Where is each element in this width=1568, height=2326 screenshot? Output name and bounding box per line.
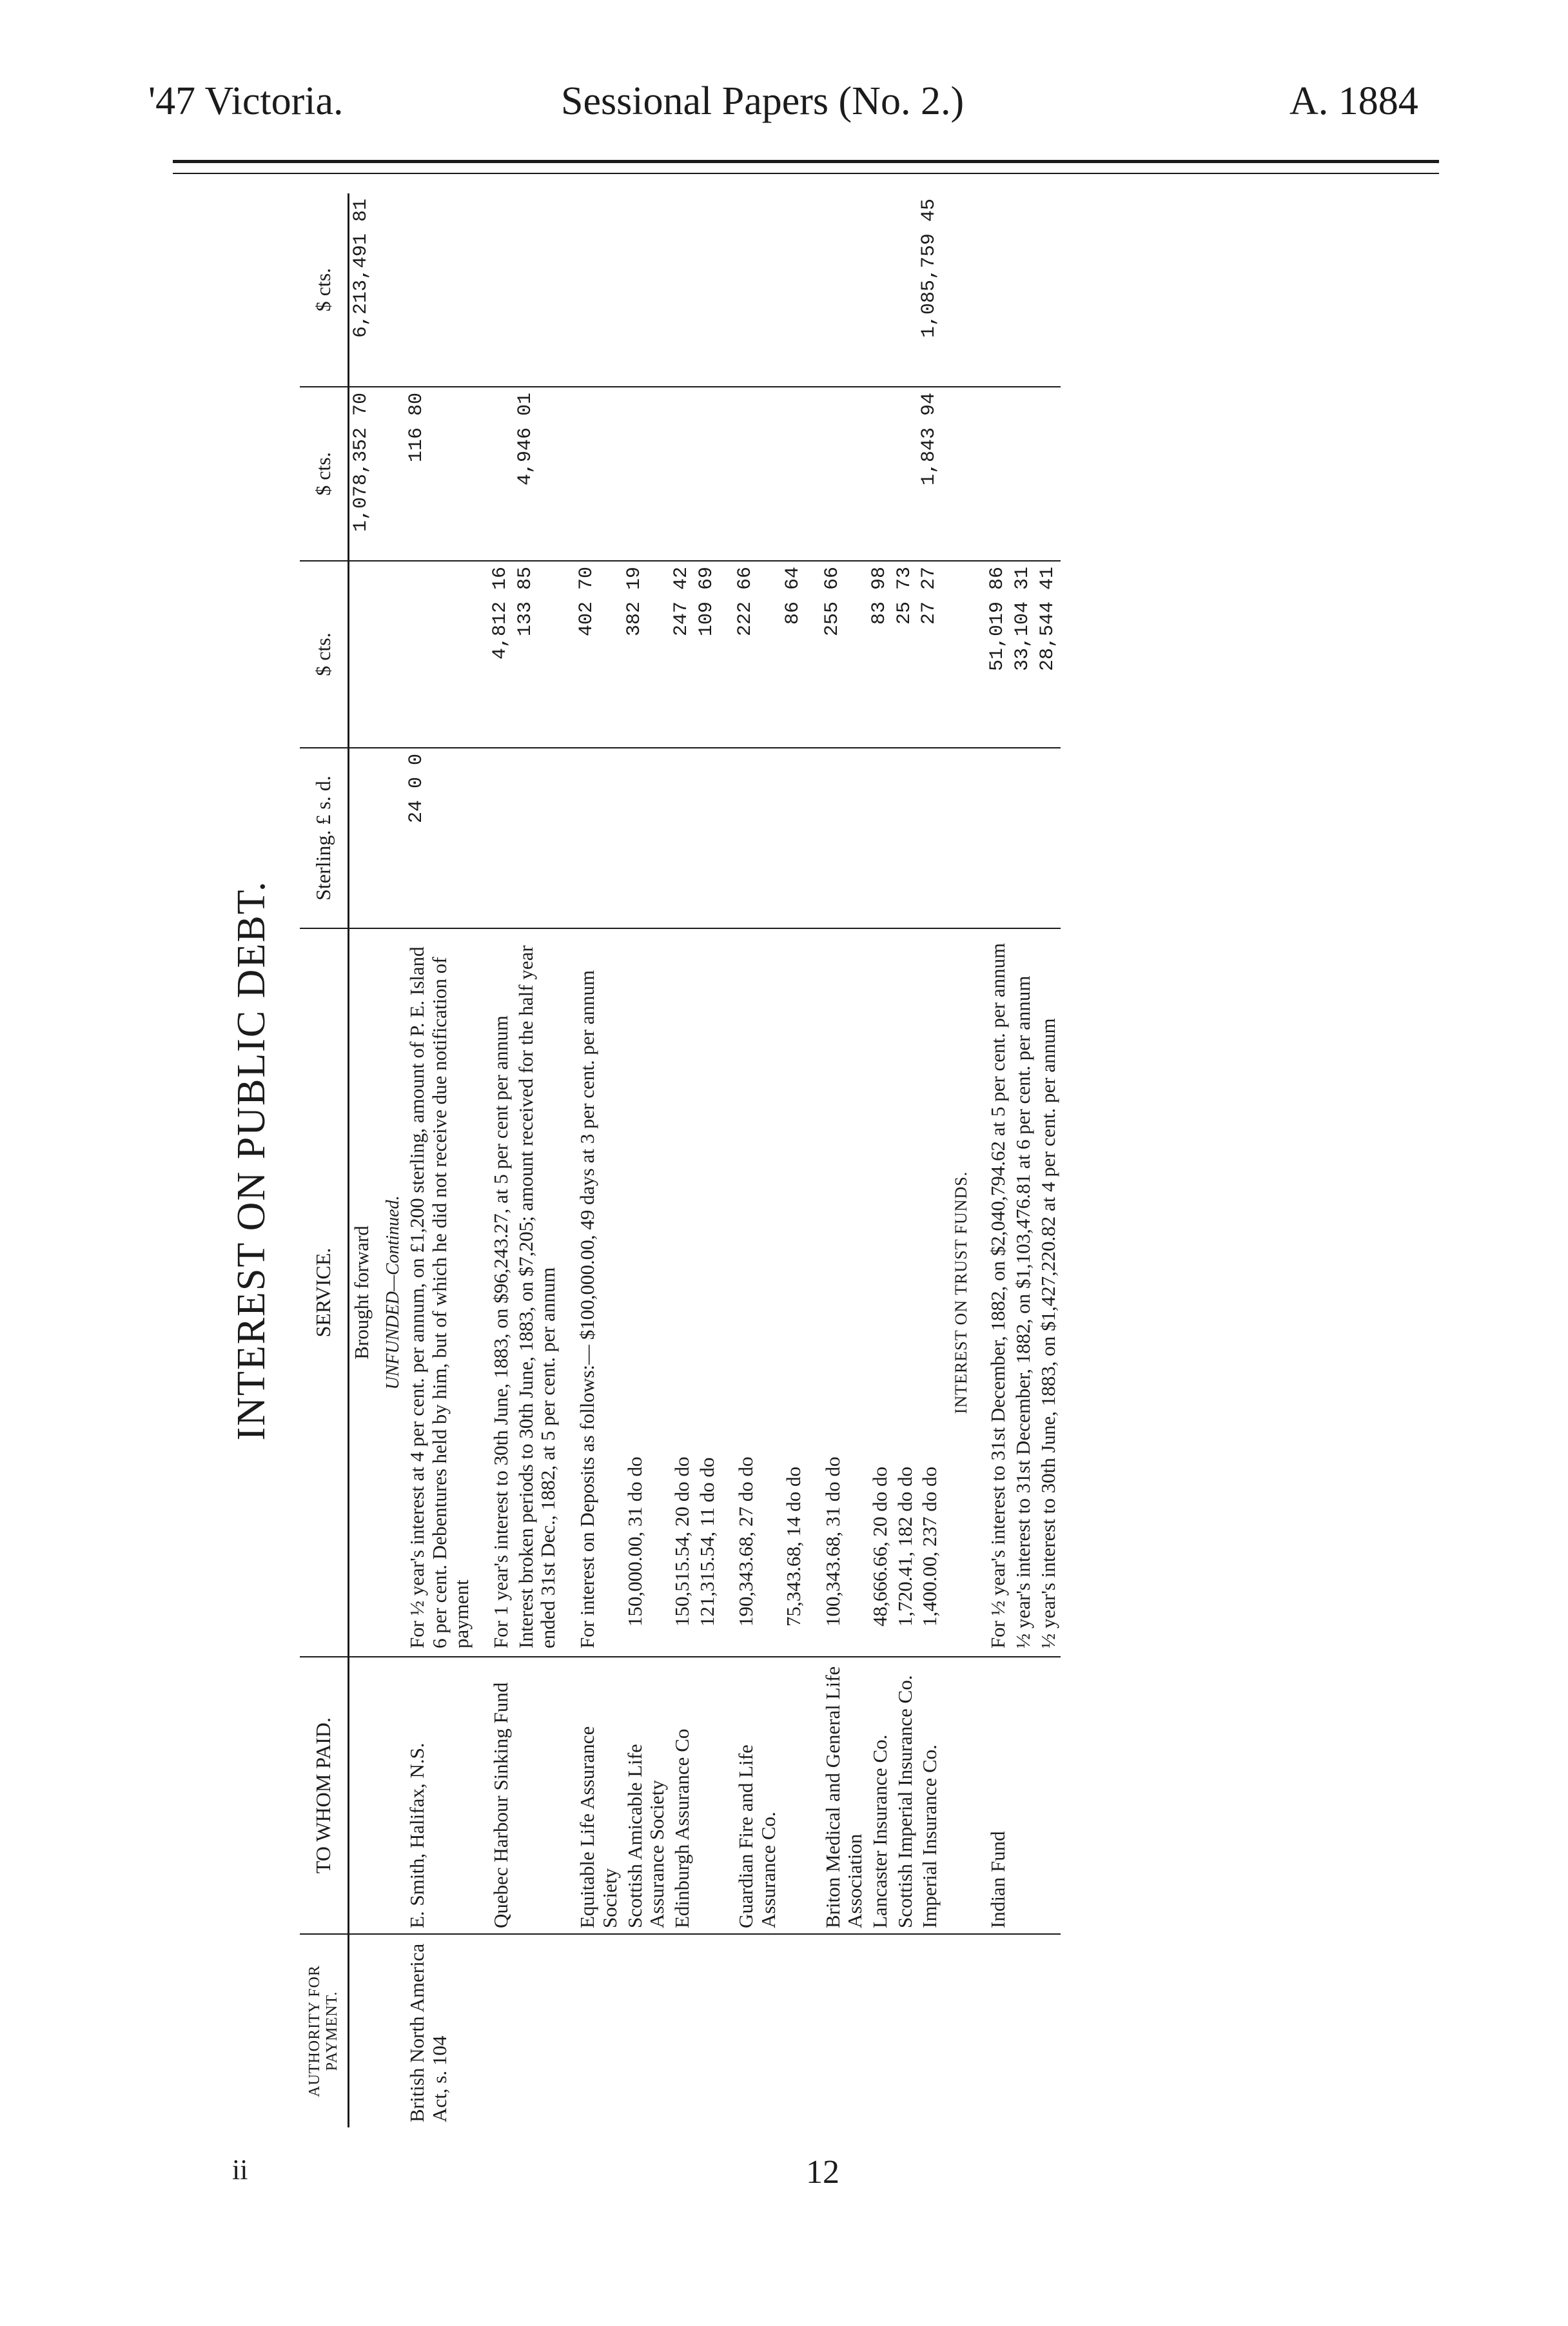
cell-authority: [917, 1934, 943, 2127]
cell-sterling: [670, 748, 695, 928]
cell-sterling: [807, 748, 868, 928]
cell-service: 75,343.68, 14 do do: [781, 928, 807, 1657]
table-row: [807, 193, 868, 2127]
cell-authority: [1011, 1934, 1036, 2127]
cell-service: Interest broken periods to 30th June, 1883, on $7,205; amount received for the half year ended 31st Dec., 1882, at 5 per cent. per annum: [514, 928, 561, 1657]
section-heading-row: [943, 193, 972, 2127]
cell-to-whom: Scottish Amicable Life Assurance Society: [623, 1657, 670, 1934]
cell-service: 100,343.68, 31 do do: [807, 928, 868, 1657]
cell-service: For ½ year's interest to 31st December, 1882, on $2,040,794.62 at 5 per cent. per annum: [972, 928, 1011, 1657]
cell-c3: [868, 193, 893, 387]
cell-sterling: [720, 748, 781, 928]
cell-c1: 109 69: [695, 561, 720, 748]
cell-service: For ½ year's interest at 4 per cent. per annum, on £1,200 sterling, amount of P. E. Island 6 per cent. Debentures held by him, but of which he did not receive due notification of payment: [405, 928, 475, 1657]
brought-forward-c2: 1,078,352 70: [348, 387, 374, 561]
cell-c1: 28,544 41: [1036, 561, 1061, 748]
cell-to-whom: [514, 1657, 561, 1934]
cell-to-whom: Equitable Life Assurance Society: [561, 1657, 622, 1934]
table-row: [720, 193, 781, 2127]
cell-c2: 4,946 01: [514, 387, 561, 561]
cell-service: ½ year's interest to 30th June, 1883, on $1,427,220.82 at 4 per cent. per annum: [1036, 928, 1061, 1657]
cell-sterling: [781, 748, 807, 928]
brought-forward-c3: 6,213,491 81: [348, 193, 374, 387]
table-row: [475, 193, 514, 2127]
cell-c2: 1,843 94: [917, 387, 943, 561]
cell-to-whom: Imperial Insurance Co.: [917, 1657, 943, 1934]
cell-authority: [781, 1934, 807, 2127]
brought-forward-row: [348, 193, 374, 2127]
cell-c3: [623, 193, 670, 387]
cell-authority: [972, 1934, 1011, 2127]
cell-c1: 222 66: [720, 561, 781, 748]
table-row: [868, 193, 893, 2127]
cell-sterling: [623, 748, 670, 928]
table-row: [893, 193, 918, 2127]
section-unfunded: UNFUNDED—Continued.: [374, 928, 404, 1657]
table-row: [514, 193, 561, 2127]
table-row: [781, 193, 807, 2127]
cell-c2: [670, 387, 695, 561]
cell-to-whom: E. Smith, Halifax, N.S.: [405, 1657, 475, 1934]
cell-c3: [972, 193, 1011, 387]
cell-to-whom: Lancaster Insurance Co.: [868, 1657, 893, 1934]
table-header-row: [300, 193, 348, 2127]
cell-to-whom: [1036, 1657, 1061, 1934]
cell-c2: [695, 387, 720, 561]
cell-c1: 402 70: [561, 561, 622, 748]
cell-to-whom: Edinburgh Assurance Co: [670, 1657, 695, 1934]
cell-sterling: [1011, 748, 1036, 928]
cell-c1: [405, 561, 475, 748]
cell-c3: [561, 193, 622, 387]
cell-authority: [514, 1934, 561, 2127]
cell-c2: [1011, 387, 1036, 561]
cell-to-whom: Guardian Fire and Life Assurance Co.: [720, 1657, 781, 1934]
cell-c2: [868, 387, 893, 561]
cell-c1: 133 85: [514, 561, 561, 748]
table-title: INTEREST ON PUBLIC DEBT.: [230, 880, 273, 1441]
year-label: A. 1884: [1289, 79, 1418, 123]
cell-c2: [623, 387, 670, 561]
cell-sterling: [917, 748, 943, 928]
cell-to-whom: Briton Medical and General Life Association: [807, 1657, 868, 1934]
cell-to-whom: Indian Fund: [972, 1657, 1011, 1934]
publication-title: Sessional Papers (No. 2.): [561, 79, 965, 123]
interest-table: [300, 193, 1061, 2127]
cell-c3: [893, 193, 918, 387]
cell-sterling: [1036, 748, 1061, 928]
section-heading-row: [374, 193, 404, 2127]
cell-to-whom: Quebec Harbour Sinking Fund: [475, 1657, 514, 1934]
cell-service: 190,343.68, 27 do do: [720, 928, 781, 1657]
cell-c3: 1,085,759 45: [917, 193, 943, 387]
page-number: 12: [806, 2154, 839, 2191]
cell-c2: [720, 387, 781, 561]
cell-service: 48,666.66, 20 do do: [868, 928, 893, 1657]
col-amount-1: $ cts.: [300, 561, 348, 748]
cell-sterling: [868, 748, 893, 928]
margin-mark: ii: [232, 2154, 248, 2185]
cell-c3: [670, 193, 695, 387]
cell-c3: [475, 193, 514, 387]
cell-c1: 27 27: [917, 561, 943, 748]
cell-c1: 255 66: [807, 561, 868, 748]
col-authority: AUTHORITY FOR PAYMENT.: [300, 1934, 348, 2127]
cell-c2: [972, 387, 1011, 561]
cell-c3: [807, 193, 868, 387]
cell-service: 1,400.00, 237 do do: [917, 928, 943, 1657]
table-row: [623, 193, 670, 2127]
cell-c3: [720, 193, 781, 387]
cell-c2: [807, 387, 868, 561]
cell-sterling: [514, 748, 561, 928]
cell-c3: [781, 193, 807, 387]
cell-c1: 4,812 16: [475, 561, 514, 748]
brought-forward-label: Brought forward: [348, 928, 374, 1657]
cell-c3: [1011, 193, 1036, 387]
cell-service: 121,315.54, 11 do do: [695, 928, 720, 1657]
cell-service: 150,000.00, 31 do do: [623, 928, 670, 1657]
rotated-table-panel: [229, 193, 1505, 2127]
cell-c1: 247 42: [670, 561, 695, 748]
cell-authority: [695, 1934, 720, 2127]
cell-c1: 382 19: [623, 561, 670, 748]
table-row: [972, 193, 1011, 2127]
cell-c1: 51,019 86: [972, 561, 1011, 748]
cell-c2: [475, 387, 514, 561]
cell-authority: [868, 1934, 893, 2127]
table-row: [405, 193, 475, 2127]
col-to-whom: TO WHOM PAID.: [300, 1657, 348, 1934]
cell-authority: British North America Act, s. 104: [405, 1943, 451, 2122]
session-label: '47 Victoria.: [148, 79, 344, 123]
cell-c1: 33,104 31: [1011, 561, 1036, 748]
col-amount-2: $ cts.: [300, 387, 348, 561]
cell-to-whom: Scottish Imperial Insurance Co.: [893, 1657, 918, 1934]
cell-c3: [695, 193, 720, 387]
cell-authority: [720, 1934, 781, 2127]
table-row: [1036, 193, 1061, 2127]
table-row: [670, 193, 695, 2127]
cell-to-whom: [1011, 1657, 1036, 1934]
cell-service: ½ year's interest to 31st December, 1882, on $1,103,476.81 at 6 per cent. per annum: [1011, 928, 1036, 1657]
cell-c2: 116 80: [405, 387, 475, 561]
cell-authority: [623, 1934, 670, 2127]
cell-sterling: [972, 748, 1011, 928]
cell-service: For 1 year's interest to 30th June, 1883, on $96,243.27, at 5 per cent per annum: [475, 928, 514, 1657]
cell-sterling: [893, 748, 918, 928]
cell-c3: [405, 193, 475, 387]
table-row: [1011, 193, 1036, 2127]
cell-c2: [893, 387, 918, 561]
cell-authority: [1036, 1934, 1061, 2127]
cell-c2: [561, 387, 622, 561]
cell-c1: 25 73: [893, 561, 918, 748]
col-sterling: Sterling. £ s. d.: [300, 748, 348, 928]
cell-c2: [1036, 387, 1061, 561]
col-amount-3: $ cts.: [300, 193, 348, 387]
cell-sterling: 24 0 0: [405, 748, 475, 928]
cell-c2: [781, 387, 807, 561]
cell-authority: [475, 1934, 514, 2127]
cell-to-whom: [781, 1657, 807, 1934]
cell-authority: [561, 1934, 622, 2127]
cell-c1: 86 64: [781, 561, 807, 748]
cell-authority: [893, 1934, 918, 2127]
header-rule: [173, 160, 1439, 163]
table-row: [695, 193, 720, 2127]
cell-sterling: [475, 748, 514, 928]
cell-service: 150,515.54, 20 do do: [670, 928, 695, 1657]
header-rule-thin: [173, 173, 1439, 174]
cell-service: For interest on Deposits as follows:— $100,000.00, 49 days at 3 per cent. per annum: [561, 928, 622, 1657]
cell-c3: [1036, 193, 1061, 387]
cell-to-whom: [695, 1657, 720, 1934]
cell-service: 1,720.41, 182 do do: [893, 928, 918, 1657]
col-service: SERVICE.: [300, 928, 348, 1657]
cell-sterling: [695, 748, 720, 928]
section-trust: INTEREST ON TRUST FUNDS.: [943, 928, 972, 1657]
cell-authority: [807, 1934, 868, 2127]
cell-sterling: [561, 748, 622, 928]
table-row: [561, 193, 622, 2127]
table-row: [917, 193, 943, 2127]
cell-c1: 83 98: [868, 561, 893, 748]
cell-c3: [514, 193, 561, 387]
cell-authority: [670, 1934, 695, 2127]
